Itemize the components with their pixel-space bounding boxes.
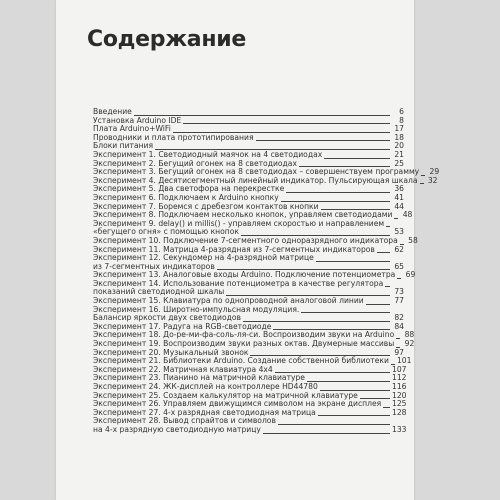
toc-entry-page: 133 [392, 424, 407, 434]
toc-entry-page: 44 [394, 201, 404, 211]
toc-leader-line [420, 183, 424, 184]
toc-leader-line [394, 218, 398, 219]
toc-entry-title: Эксперимент 3. Бегущий огонек на 8 светодиодах – совершенствуем программу [93, 167, 420, 177]
toc-entry-title: Эксперимент 7. Боремся с дребезгом контактов кнопки [93, 201, 319, 211]
toc-entry-title: Эксперимент 5. Два светофора на перекрестке [93, 184, 285, 194]
toc-entry-page: 36 [394, 184, 404, 194]
toc-leader-line [316, 261, 390, 262]
toc-entry-title: показаний светодиодной шкалы [93, 287, 225, 297]
toc-entry-title: Установка Arduino IDE [93, 115, 182, 125]
toc-leader-line [301, 312, 390, 313]
toc-entry-page: 18 [394, 132, 404, 142]
toc-entry-page: 69 [405, 270, 416, 280]
toc-entry-page: 53 [394, 227, 404, 237]
toc-entry-page: 32 [427, 175, 438, 185]
toc-entry-title: Эксперимент 2. Бегущий огонек на 8 светодиодах [93, 158, 297, 168]
toc-entry-title: Эксперимент 13. Аналоговые входы Arduino. Подключение потенциометра [93, 270, 396, 280]
toc-leader-line [421, 175, 425, 176]
toc-entry-page: 62 [394, 244, 404, 254]
toc-leader-line [386, 226, 390, 227]
toc-leader-line [396, 338, 400, 339]
toc-entry-title: Эксперимент 17. Радуга на RGB-светодиоде [93, 321, 272, 331]
book-page [56, 0, 440, 500]
toc-entry-page: 73 [394, 287, 404, 297]
toc-entry-page: 65 [394, 261, 404, 271]
toc-entry-title: Введение [93, 107, 132, 116]
toc-leader-line [278, 424, 390, 425]
toc-entry-title: Эксперимент 22. Матричная клавиатура 4x4 [93, 364, 273, 374]
toc-leader-line [286, 192, 390, 193]
toc-entry-title: Эксперимент 4. Десятисегментный линейный индикатор. Пульсирующая шкала [93, 175, 418, 185]
toc-leader-line [397, 278, 401, 279]
toc-entry-page: 112 [392, 373, 407, 383]
toc-entry-title: Эксперимент 15. Клавиатура по однопроводной аналоговой линии [93, 296, 364, 306]
toc-entry-title: Эксперимент 24. ЖК-дисплей на контроллере HD44780 [93, 382, 318, 391]
toc-entry-page: 8 [399, 115, 404, 125]
toc-entry-title: «бегущего огня» с помощью кнопок [93, 227, 239, 237]
toc-entry-title: из 7-сегментных индикаторов [93, 261, 215, 271]
page-title: Содержание [87, 27, 246, 52]
toc-entry-page: 25 [394, 158, 404, 168]
toc-entry-title: Эксперимент 10. Подключение 7-сегментного одноразрядного индикатора [93, 235, 398, 245]
toc-entry-title: Эксперимент 18. До-ре-ми-фа-соль-ля-си. Воспроизводим звуки на Arduino [93, 330, 395, 340]
toc-entry-page: 48 [402, 210, 413, 220]
toc-entry [93, 424, 407, 435]
toc-entry-title: Проводники и плата прототипирования [93, 132, 254, 142]
toc-entry-title: Блоки питания [93, 141, 154, 151]
toc-entry-title: Эксперимент 27. 4-х разрядная светодиодная матрица [93, 407, 316, 417]
toc-leader-line [366, 304, 390, 305]
toc-entry-title: Эксперимент 14. Использование потенциометра в качестве регулятора [93, 278, 384, 288]
toc-leader-line [263, 433, 390, 434]
toc-entry-title: Эксперимент 12. Секундомер на 4-разрядной матрице [93, 253, 314, 263]
toc-entry-title: Эксперимент 8. Подключаем несколько кнопок, управляем светодиодами [93, 210, 393, 220]
toc-entry-title: Эксперимент 9. delay() и millis() - управляем скоростью и направлением [93, 218, 385, 228]
toc-entry-title: Эксперимент 25. Создаем калькулятор на матричной клавиатуре [93, 390, 358, 400]
toc-entry-page: 84 [394, 321, 404, 331]
toc-leader-line [324, 158, 390, 159]
toc-entry-title: Эксперимент 26. Управляем движущимся символом на экране дисплея [93, 399, 382, 409]
toc-entry-title: Эксперимент 1. Светодиодный маячок на 4 светодиодах [93, 149, 323, 159]
toc-leader-line [377, 252, 390, 253]
toc-entry-page: 82 [394, 313, 404, 323]
toc-entry-page: 97 [394, 347, 404, 357]
toc-entry-page: 92 [404, 339, 415, 349]
toc-entry-page: 29 [429, 167, 440, 177]
toc-leader-line [183, 123, 390, 124]
toc-leader-line [385, 286, 390, 287]
toc-entry-title: Эксперимент 23. Пианино на матричной клавиатуре [93, 373, 305, 383]
toc-entry-page: 21 [394, 149, 404, 159]
toc-entry-page: 6 [399, 107, 404, 116]
toc-entry-title: Плата Arduino+WiFi [93, 124, 171, 134]
toc-entry-page: 20 [394, 141, 404, 151]
toc-entry-title: Эксперимент 16. Широтно-импульсная модуляция. [93, 304, 300, 314]
toc-entry-title: на 4-х разрядную светодиодную матрицу [93, 424, 261, 434]
toc-entry-page: 88 [404, 330, 415, 340]
toc-entry-page: 41 [394, 192, 404, 202]
toc-entry-title: Эксперимент 28. Вывод спрайтов и символов [93, 416, 276, 426]
toc-entry-page: 107 [392, 364, 407, 374]
toc-leader-line [318, 415, 390, 416]
toc-entry-page: 120 [392, 390, 407, 400]
toc-leader-line [383, 407, 390, 408]
toc-leader-line [307, 381, 390, 382]
toc-entry-page: 116 [392, 382, 407, 391]
toc-entry-title: Эксперимент 6. Подключаем к Arduino кнопку [93, 192, 279, 202]
toc-entry-page: 17 [394, 124, 404, 134]
toc-entry-page: 101 [396, 356, 412, 366]
toc-entry-title: Эксперимент 21. Библиотеки Arduino. Создание собственной библиотеки [93, 356, 389, 366]
table-of-contents [93, 107, 440, 435]
toc-entry-page: 77 [394, 296, 404, 306]
toc-entry-title: Эксперимент 20. Музыкальный звонок [93, 347, 249, 357]
toc-entry-page: 58 [408, 235, 418, 245]
toc-leader-line [256, 140, 390, 141]
toc-entry-title: Эксперимент 19. Воспроизводим звуки разных октав. Двумерные массивы [93, 339, 395, 349]
toc-entry-page: 128 [392, 407, 407, 417]
toc-entry-page: 125 [392, 399, 407, 409]
toc-entry-title: Эксперимент 11. Матрица 4-разрядная из 7-сегментных индикаторов [93, 244, 375, 254]
toc-entry-title: Балансир яркости двух светодиодов [93, 313, 241, 323]
